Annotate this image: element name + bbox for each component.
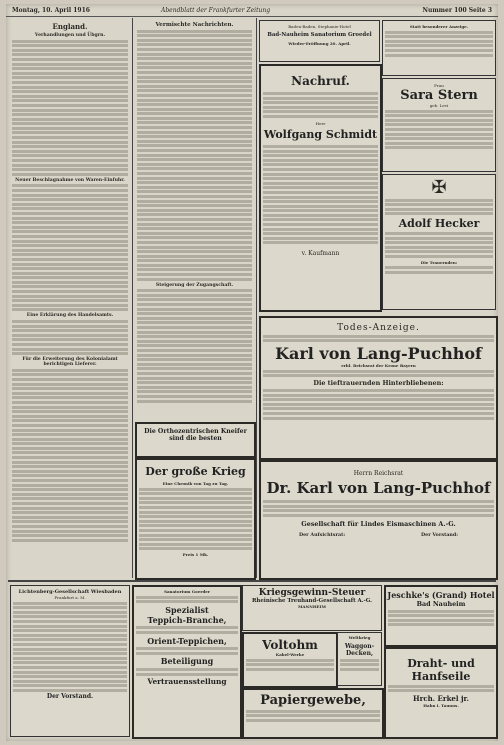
ad-kneifer-title: Die Orthozentrischen Kneifer [144,428,247,435]
ad-text [338,659,381,671]
sara-geb: geb. Levi [429,103,449,108]
todes-family: Die tieftrauernden Hinterbliebenen: [313,379,444,388]
notice-text [383,110,495,150]
notice-text [383,199,495,216]
ad-text [386,685,496,693]
drkarl-intro: Herrn Reichsrat [353,470,404,477]
notice-text [261,500,496,517]
notice-text [261,335,496,343]
ad-voltohm [242,632,338,688]
ad-kriegsgewinn-city: MANNHEIM [298,604,326,609]
drkarl-vorstand: Der Vorstand: [420,531,459,538]
nachruf-herr: Herr [315,120,326,126]
column-rule [256,18,257,578]
column-one [10,20,130,580]
notice-dr-karl [259,460,498,580]
nachruf-text [261,92,380,118]
nachruf-name: Wolfgang Schmidt [263,127,378,141]
article-text [135,289,254,402]
ad-hotel-title: Baden-Baden, Stephanie-Hotel [288,24,351,29]
ad-teppich-5: Beteiligung [160,656,214,667]
ad-kneifer [135,422,256,458]
ad-text [244,659,336,671]
notice-top [382,20,496,76]
ad-text [134,668,240,676]
ad-lichtenberg [10,585,130,737]
heading-england: England. [52,22,88,31]
heading-beschlagnahme: Neuer Beschlagnahme von Waren-Einfuhr. [15,177,125,183]
ad-lichtenberg-title: Lichtenberg-Gesellschaft Wiesbaden [18,589,122,595]
ad-krieg-price: Preis 1 Mk. [182,551,209,557]
ad-jeschke-hotel [384,585,498,647]
ad-krieg-title: Der große Krieg [145,465,246,478]
drkarl-name: Dr. Karl von Lang-Puchhof [266,479,491,497]
drkarl-aufsichtsrat: Der Aufsichtsrat: [298,531,346,538]
ad-waggon [337,632,382,686]
drkarl-firm: Gesellschaft für Lindes Eismaschinen A.-G. [301,519,456,528]
iron-cross-icon: ✠ [431,177,447,198]
heading-steigerung: Steigerung der Zugangschaft. [155,282,234,288]
ad-hotel [259,20,380,62]
article-text [10,40,130,176]
newspaper-page [6,4,498,741]
adolf-name: Adolf Hecker [398,217,480,231]
header-date: Montag, 10. April 1916 [12,7,90,14]
ad-draht-title: Draht- und Hanfseile [407,657,475,683]
heading-kolonialamt: Für die Erweiterung des Kolonialamt berichtigen Lieferer. [22,357,118,368]
notice-text [383,232,495,258]
notice-adolf-hecker [382,174,496,310]
ad-krieg-sub: Eine Chronik von Tag zu Tag. [162,481,229,486]
ad-waggon-decken: Waggon-Decken, [344,643,375,657]
ad-kriegsgewinn-sub: Rheinische Treuhand-Gesellschaft A.-G. [251,598,373,604]
notice-sara-stern [382,78,496,172]
notice-text [261,389,496,420]
sara-label: Frau [434,83,444,88]
sara-name: Sara Stern [400,88,478,103]
ad-lichtenberg-sub: Frankfurt a. M. [54,595,86,600]
adolf-trauernden: Die Trauernden: [420,259,458,265]
ad-weltkrieg: Weltkrieg [348,635,371,640]
header-title: Abendblatt der Frankfurter Zeitung [161,7,271,14]
section-rule [8,580,496,582]
subheading-england: Verhandlungen und Übgrn. [34,33,106,38]
ad-voltohm-title: Voltohm [262,638,318,652]
ad-teppich-4: Vertrauensstellung [147,677,227,687]
ad-kriegsgewinn [242,585,382,631]
ad-grosse-krieg [135,458,256,580]
ad-kneifer-sub: sind die besten [169,435,222,442]
ad-teppich [132,585,242,739]
ad-teppich-2: Teppich-Branche, [147,614,227,625]
notice-text [383,266,495,274]
ad-text [134,596,240,604]
ad-draht-city: Hahn i. Taunus. [423,702,459,708]
ad-draht-firm: Hrch. Erkel jr. [413,693,469,703]
ad-drahtseile [384,647,498,739]
notice-top-title: Statt besonderer Anzeige. [409,24,469,29]
nachruf-title: Nachruf. [291,74,350,88]
ad-papiergewebe-title: Papiergewebe, [260,693,366,708]
ad-hotel-line: Bad-Nauheim Sanatorium Groedel [267,32,372,38]
ad-text [134,647,240,655]
page-header [6,4,498,17]
ad-text [134,626,240,634]
ad-text [137,488,254,551]
todes-title: Todes-Anzeige. [337,323,420,333]
ad-teppich-1: Spezialist [165,604,209,615]
column-two [135,20,254,420]
header-page: Nummer 100 Seite 3 [422,7,492,14]
nachruf-signature: v. Kaufmann [301,250,340,258]
article-text [135,30,254,281]
ad-text [386,610,496,627]
notice-text [261,370,496,378]
ad-hotel-sub: Wieder-Eröffnung 20. April. [288,41,351,46]
ad-kriegsgewinn-title: Kriegsgewinn-Steuer [258,588,366,598]
ad-papiergewebe [242,688,384,739]
article-text [10,320,130,355]
ad-teppich-head: Sanatorium Goerder [164,589,210,594]
column-rule [132,18,133,578]
notice-text [383,31,495,57]
ad-lichtenberg-foot: Der Vorstand. [46,693,94,701]
heading-erklaerung: Eine Erklärung des Handelsamts. [26,313,114,319]
todes-name: Karl von Lang-Puchhof [275,344,482,364]
ad-jeschke-title: Jeschke's (Grand) Hotel [387,590,495,600]
article-text [10,369,130,542]
nachruf-text [261,145,380,244]
article-text [10,184,130,311]
heading-vermischte: Vermischte Nachrichten. [155,22,234,28]
ad-teppich-3: Orient-Teppichen, [147,635,227,646]
ad-voltohm-sub: Kabel-Werke [275,652,305,657]
todes-sub: erbl. Reichsrat der Krone Bayern [341,363,416,369]
ad-text [11,602,129,692]
ad-jeschke-sub: Bad Nauheim [416,600,466,608]
death-notice-lang-puchhof [259,316,498,460]
obituary-nachruf [259,64,382,312]
ad-text [244,710,382,722]
